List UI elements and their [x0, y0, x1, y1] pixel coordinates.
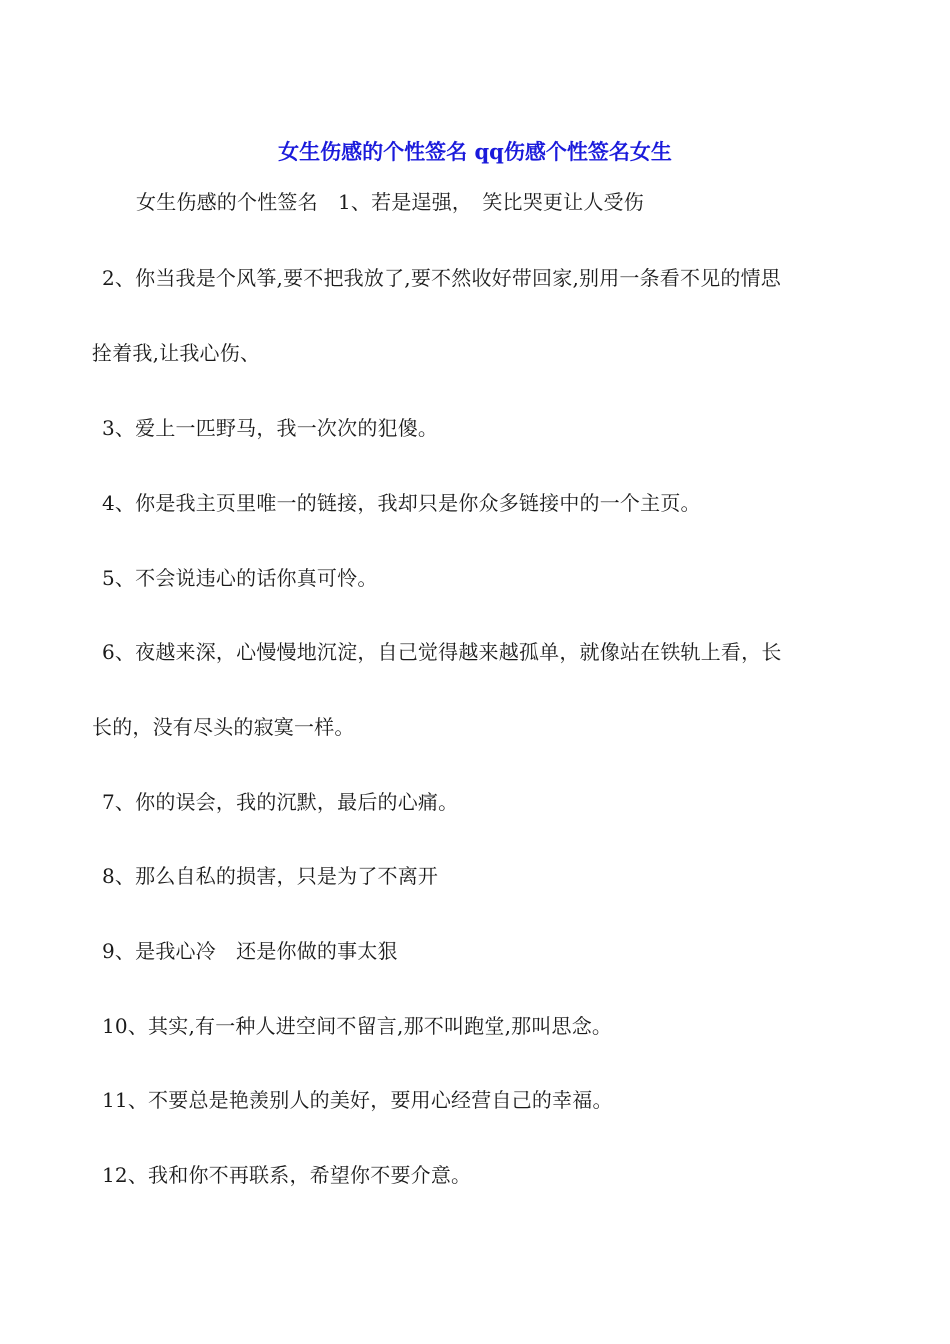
signature-line-3: 3、爱上一匹野马，我一次次的犯傻。	[102, 416, 439, 440]
intro-line: 女生伤感的个性签名 1、若是逞强， 笑比哭更让人受伤	[136, 190, 644, 214]
signature-line-2b: 拴着我,让我心伤、	[92, 341, 261, 365]
signature-line-7: 7、你的误会，我的沉默，最后的心痛。	[102, 790, 459, 814]
signature-line-10: 10、其实,有一种人进空间不留言,那不叫跑堂,那叫思念。	[102, 1014, 613, 1038]
document-title: 女生伤感的个性签名 qq伤感个性签名女生	[278, 139, 672, 164]
signature-line-11: 11、不要总是艳羡别人的美好，要用心经营自己的幸福。	[102, 1088, 613, 1112]
signature-line-12: 12、我和你不再联系，希望你不要介意。	[102, 1163, 472, 1187]
signature-line-5: 5、不会说违心的话你真可怜。	[102, 566, 378, 590]
signature-line-6b: 长的，没有尽头的寂寞一样。	[92, 715, 355, 739]
signature-line-9: 9、是我心冷 还是你做的事太狠	[102, 939, 398, 963]
signature-line-2a: 2、你当我是个风筝,要不把我放了,要不然收好带回家,别用一条看不见的情思	[102, 266, 781, 290]
signature-line-4: 4、你是我主页里唯一的链接，我却只是你众多链接中的一个主页。	[102, 491, 701, 515]
signature-line-8: 8、那么自私的损害，只是为了不离开	[102, 864, 439, 888]
signature-line-6a: 6、夜越来深，心慢慢地沉淀，自己觉得越来越孤单，就像站在铁轨上看，长	[102, 640, 782, 664]
